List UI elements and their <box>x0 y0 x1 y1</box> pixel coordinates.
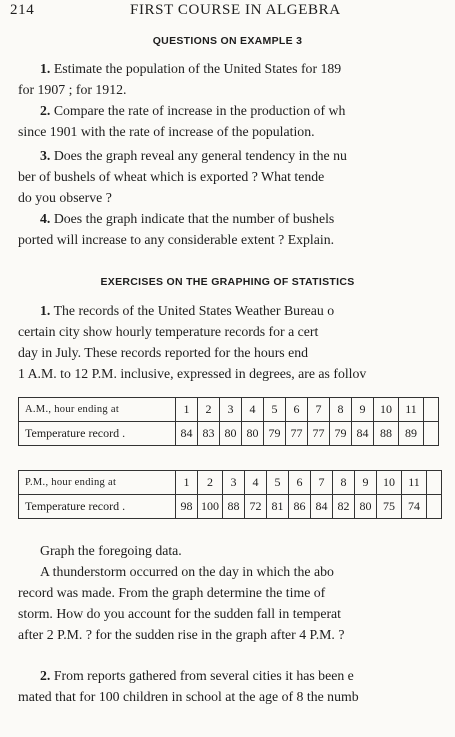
hour-cell: 8 <box>333 471 355 495</box>
exercise-number: 1. <box>40 303 51 318</box>
temperature-cell: 77 <box>308 422 330 446</box>
exercise-text: A thunderstorm occurred on the day in which the abo <box>40 564 334 579</box>
temperature-cell: 80 <box>242 422 264 446</box>
hour-cell: 7 <box>308 398 330 422</box>
table-row <box>19 495 442 519</box>
page-header <box>10 2 455 22</box>
question-number: 1. <box>40 61 51 76</box>
question-text: do you observe ? <box>18 190 112 205</box>
hour-cell: 11 <box>399 398 424 422</box>
pm-temperature-table <box>18 470 442 519</box>
hour-cell: 10 <box>377 471 402 495</box>
exercise-text: record was made. From the graph determine the time of <box>18 585 326 600</box>
temperature-cell: 100 <box>198 495 223 519</box>
table-row <box>19 398 439 422</box>
question-1 <box>18 58 455 100</box>
hour-cell: 9 <box>352 398 374 422</box>
temperature-cell: 74 <box>402 495 427 519</box>
hour-cell: 8 <box>330 398 352 422</box>
question-text: since 1901 with the rate of increase of the population. <box>18 124 315 139</box>
hour-cell: 4 <box>242 398 264 422</box>
temperature-cell: 89 <box>399 422 424 446</box>
temperature-cell: 80 <box>355 495 377 519</box>
temperature-cell: 83 <box>198 422 220 446</box>
question-2 <box>18 100 455 142</box>
exercise-text: 1 A.M. to 12 P.M. inclusive, expressed in degrees, are as follov <box>18 366 367 381</box>
cut-off-cell <box>427 495 442 519</box>
temperature-cell: 84 <box>176 422 198 446</box>
table-row <box>19 422 439 446</box>
hour-cell: 5 <box>264 398 286 422</box>
question-number: 4. <box>40 211 51 226</box>
exercises-heading: EXERCISES ON THE GRAPHING OF STATISTICS <box>100 276 355 288</box>
hour-cell: 1 <box>176 471 198 495</box>
hour-cell: 7 <box>311 471 333 495</box>
temperature-cell: 84 <box>352 422 374 446</box>
temperature-cell: 80 <box>220 422 242 446</box>
question-text: Compare the rate of increase in the production of wh <box>53 103 346 118</box>
hour-cell: 2 <box>198 471 223 495</box>
exercise-text: storm. How do you account for the sudden fall in temperat <box>18 606 341 621</box>
temperature-cell: 77 <box>286 422 308 446</box>
temperature-cell: 86 <box>289 495 311 519</box>
questions-heading: QUESTIONS ON EXAMPLE 3 <box>152 35 303 47</box>
question-text: Does the graph indicate that the number of bushels <box>53 211 335 226</box>
hour-cell: 4 <box>245 471 267 495</box>
hour-cell: 11 <box>402 471 427 495</box>
question-text: ber of bushels of wheat which is exported ? What tende <box>18 169 325 184</box>
temperature-cell: 84 <box>311 495 333 519</box>
question-4 <box>18 208 455 250</box>
cut-off-cell <box>424 398 439 422</box>
exercise-text: The records of the United States Weather Bureau o <box>53 303 335 318</box>
am-temperature-table <box>18 397 439 446</box>
cut-off-cell <box>424 422 439 446</box>
temperature-cell: 72 <box>245 495 267 519</box>
question-number: 2. <box>40 103 51 118</box>
temperature-cell: 82 <box>333 495 355 519</box>
hour-cell: 3 <box>220 398 242 422</box>
temperature-cell: 79 <box>264 422 286 446</box>
question-text: ported will increase to any considerable extent ? Explain. <box>18 232 335 247</box>
question-text: for 1907 ; for 1912. <box>18 82 127 97</box>
hour-cell: 5 <box>267 471 289 495</box>
table-row <box>19 471 442 495</box>
exercise-text: From reports gathered from several cities it has been e <box>53 668 354 683</box>
hour-cell: 2 <box>198 398 220 422</box>
row-label: A.M., hour ending at <box>19 398 176 422</box>
hour-cell: 6 <box>286 398 308 422</box>
temperature-cell: 75 <box>377 495 402 519</box>
hour-cell: 9 <box>355 471 377 495</box>
temperature-cell: 81 <box>267 495 289 519</box>
row-label: Temperature record . <box>19 422 176 446</box>
row-label: Temperature record . <box>19 495 176 519</box>
exercise-text: Graph the foregoing data. <box>40 543 182 558</box>
hour-cell: 1 <box>176 398 198 422</box>
exercise-text: mated that for 100 children in school at the age of 8 the numb <box>18 689 359 704</box>
exercise-1 <box>18 300 455 384</box>
temperature-cell: 88 <box>374 422 399 446</box>
exercise-1-continued <box>18 540 455 645</box>
question-3 <box>18 145 455 208</box>
exercise-text: certain city show hourly temperature records for a cert <box>18 324 319 339</box>
temperature-cell: 79 <box>330 422 352 446</box>
page-number: 214 <box>10 2 35 18</box>
row-label: P.M., hour ending at <box>19 471 176 495</box>
question-text: Estimate the population of the United States for 189 <box>53 61 342 76</box>
exercise-number: 2. <box>40 668 51 683</box>
hour-cell: 3 <box>223 471 245 495</box>
exercise-text: day in July. These records reported for the hours end <box>18 345 309 360</box>
exercise-2 <box>18 665 455 707</box>
cut-off-cell <box>427 471 442 495</box>
question-text: Does the graph reveal any general tendency in the nu <box>53 148 347 163</box>
exercise-text: after 2 P.M. ? for the sudden rise in the graph after 4 P.M. ? <box>18 627 345 642</box>
temperature-cell: 88 <box>223 495 245 519</box>
temperature-cell: 98 <box>176 495 198 519</box>
hour-cell: 10 <box>374 398 399 422</box>
hour-cell: 6 <box>289 471 311 495</box>
question-number: 3. <box>40 148 51 163</box>
running-title: FIRST COURSE IN ALGEBRA <box>130 2 341 18</box>
